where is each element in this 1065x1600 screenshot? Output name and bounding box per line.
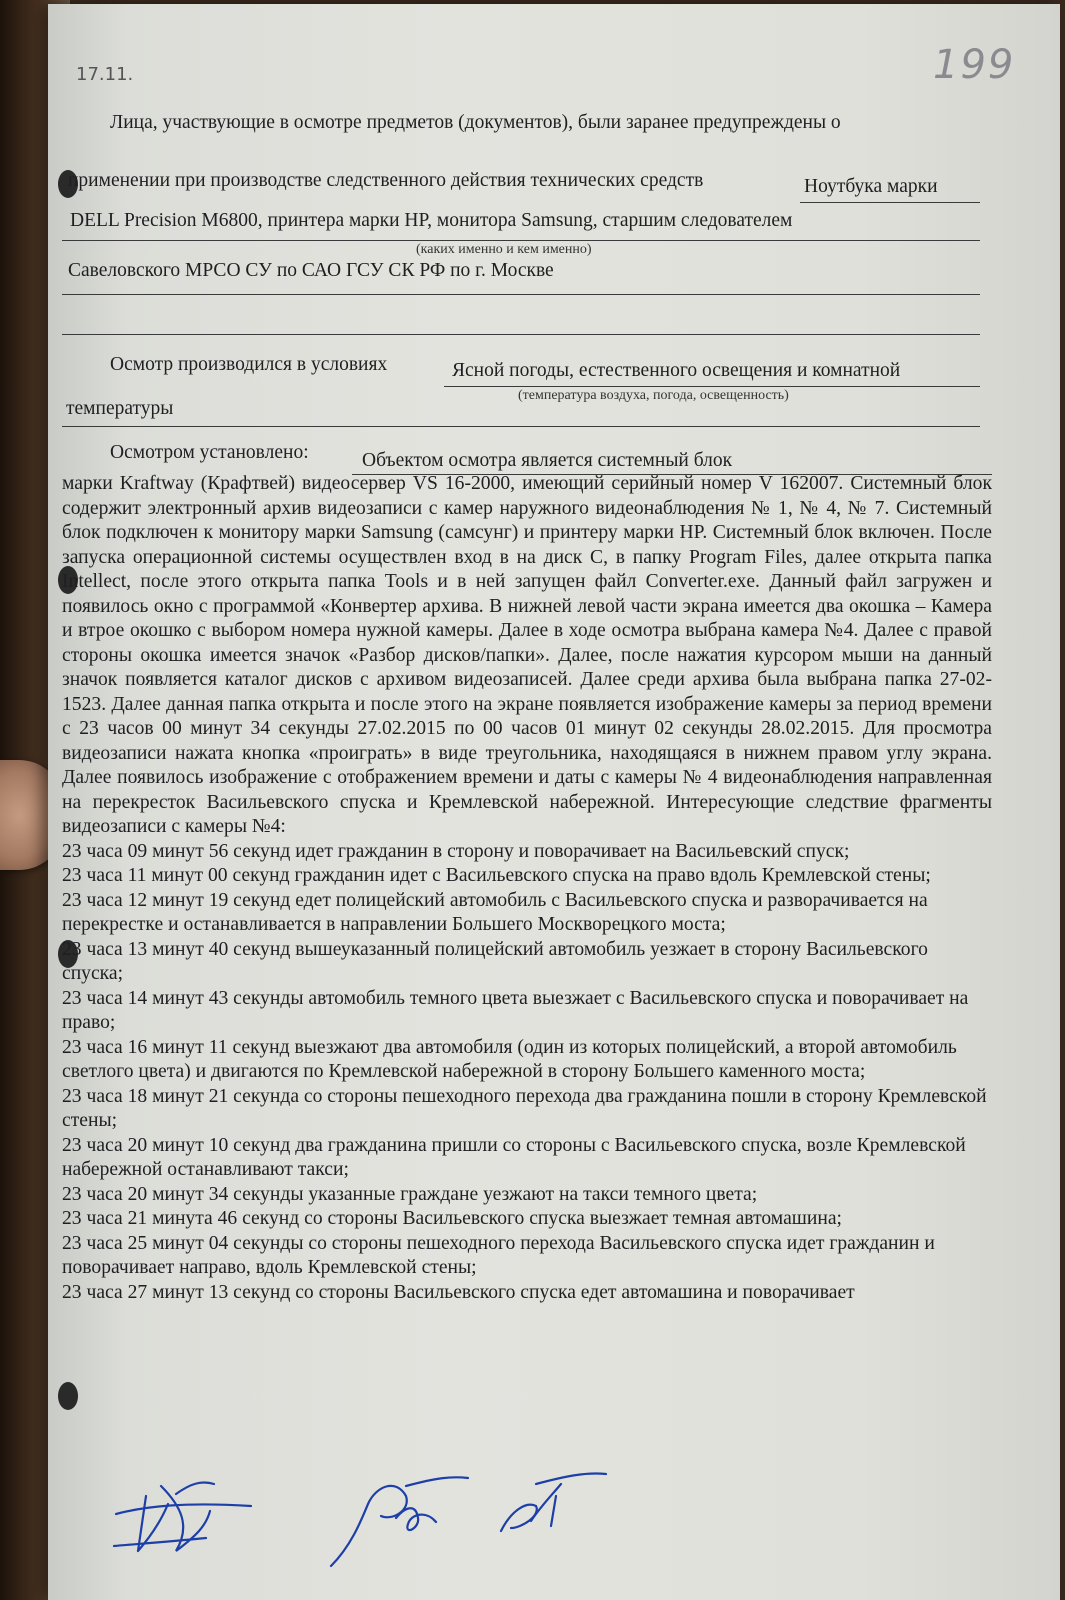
- handwritten-page-number: 199: [933, 42, 1016, 88]
- fragment-item: 23 часа 21 минута 46 секунд со стороны Васильевского спуска выезжает темная автомашина;: [62, 1208, 842, 1229]
- tech-means-fill2: DELL Precision M6800, принтера марки HP, монитора Samsung, старшим следователем: [70, 210, 793, 231]
- binding-hole: [58, 1382, 78, 1410]
- fragment-item: 23 часа 14 минут 43 секунды автомобиль темного цвета выезжает с Васильевского спуска и поворачивает на право;: [62, 987, 969, 1033]
- signature-1: [114, 1482, 251, 1551]
- fragment-item: 23 часа 25 минут 04 секунды со стороны пешеходного перехода Васильевского спуска идет гражданин и поворачивает направо, вдоль Кремлевской стены;: [62, 1232, 935, 1278]
- inspection-body: [62, 472, 992, 1305]
- document-page: [48, 4, 1060, 1600]
- tech-means-fill3: Савеловского МРСО СУ по САО ГСУ СК РФ по г. Москве: [68, 260, 554, 281]
- fragment-item: 23 часа 27 минут 13 секунд со стороны Васильевского спуска едет автомашина и поворачивает: [62, 1281, 855, 1303]
- fragment-item: 23 часа 12 минут 19 секунд едет полицейский автомобиль с Васильевского спуска и разворачивается на перекрестке и останавливается в направлении Большего Москворецкого моста;: [62, 889, 928, 935]
- fill-line: [62, 294, 980, 295]
- conditions-label: Осмотр производился в условиях: [110, 354, 388, 375]
- fragment-item: 23 часа 16 минут 11 секунд выезжают два автомобиля (один из которых полицейский, а второй автомобиль светлого цвета) и двигаются по Кремлевской набережной в сторону Большего каменного моста;: [62, 1036, 957, 1082]
- fragment-item: 23 часа 18 минут 21 секунда со стороны пешеходного перехода два гражданина пошли в сторону Кремлевской стены;: [62, 1085, 987, 1131]
- fill-line: [62, 334, 980, 335]
- tech-means-fill1: Ноутбука марки: [804, 176, 938, 197]
- fill-line: [62, 240, 980, 241]
- signatures: [106, 1466, 626, 1576]
- fragment-item: 23 часа 20 минут 10 секунд два гражданина пришли со стороны с Васильевского спуска, возле Кремлевской набережной останавливают такси;: [62, 1134, 966, 1180]
- signature-2: [331, 1477, 468, 1566]
- conditions-fill2: температуры: [66, 398, 174, 419]
- conditions-fill1: Ясной погоды, естественного освещения и комнатной: [452, 360, 901, 381]
- established-label: Осмотром установлено:: [110, 442, 309, 463]
- fragment-item: 23 часа 11 минут 00 секунд гражданин идет с Васильевского спуска на право вдоль Кремлевской стены;: [62, 865, 931, 886]
- fill-line: [62, 426, 980, 427]
- tech-means-caption: (каких именно и кем именно): [416, 242, 592, 257]
- fill-line: [800, 202, 980, 203]
- participants-line1: Лица, участвующие в осмотре предметов (документов), были заранее предупреждены о: [110, 112, 841, 133]
- signature-3: [501, 1473, 606, 1531]
- fragment-item: 23 часа 20 минут 34 секунды указанные граждане уезжают на такси темного цвета;: [62, 1183, 758, 1205]
- main-paragraph: марки Kraftway (Крафтвей) видеосервер VS 16-2000, имеющий серийный номер V 162007. Системный блок содержит электронный архив видеозаписи с камер наружного видеонаблюдения № 1, № 4, № 7. Системный блок подключен к монитору марки Samsung (самсунг) и принтеру марки HP. Системный блок включен. После запуска операционной системы осуществлен вход в на диск С, в папку Program Files, далее открыта папка Intellect, после этого открыта папка Tools и в ней запущен файл Converter.exe. Данный файл загружен и появилось окно с программой «Конвертер архива. В нижней левой части экрана имеется два окошка – Камера и втрое окошко с выбором номера нужной камеры. Далее в ходе осмотра выбрана камера №4. Далее с правой стороны окошка имеется значок «Разбор дисков/папки». Далее, после нажатия курсором мыши на данный значок появляется каталог дисков с архивом видеозаписей. Далее среди архива была выбрана папка 27-02-1523. Далее данная папка открыта и после этого на экране появляется изображение камеры за период времени с 23 часов 00 минут 34 секунды 27.02.2015 по 00 часов 01 минут 02 секунды 28.02.2015. Для просмотра видеозаписи нажата кнопка «проиграть» в виде треугольника, находящаяся в нижнем правом углу экрана. Далее появилось изображение с отображением времени и даты с камеры № 4 видеонаблюдения направленная на перекресток Васильевского спуска и Кремлевской набережной. Интересующие следствие фрагменты видеозаписи с камеры №4:: [62, 473, 992, 837]
- handwritten-date: 17.11.: [76, 64, 134, 85]
- fragment-item: 23 часа 13 минут 40 секунд вышеуказанный полицейский автомобиль уезжает в сторону Васильевского спуска;: [62, 938, 928, 984]
- participants-line2: применении при производстве следственного действия технических средств: [68, 170, 704, 191]
- fill-line: [444, 386, 980, 387]
- conditions-caption: (температура воздуха, погода, освещенность): [518, 388, 789, 403]
- established-fill: Объектом осмотра является системный блок: [362, 450, 733, 471]
- fragment-item: 23 часа 09 минут 56 секунд идет гражданин в сторону и поворачивает на Васильевский спуск;: [62, 840, 850, 862]
